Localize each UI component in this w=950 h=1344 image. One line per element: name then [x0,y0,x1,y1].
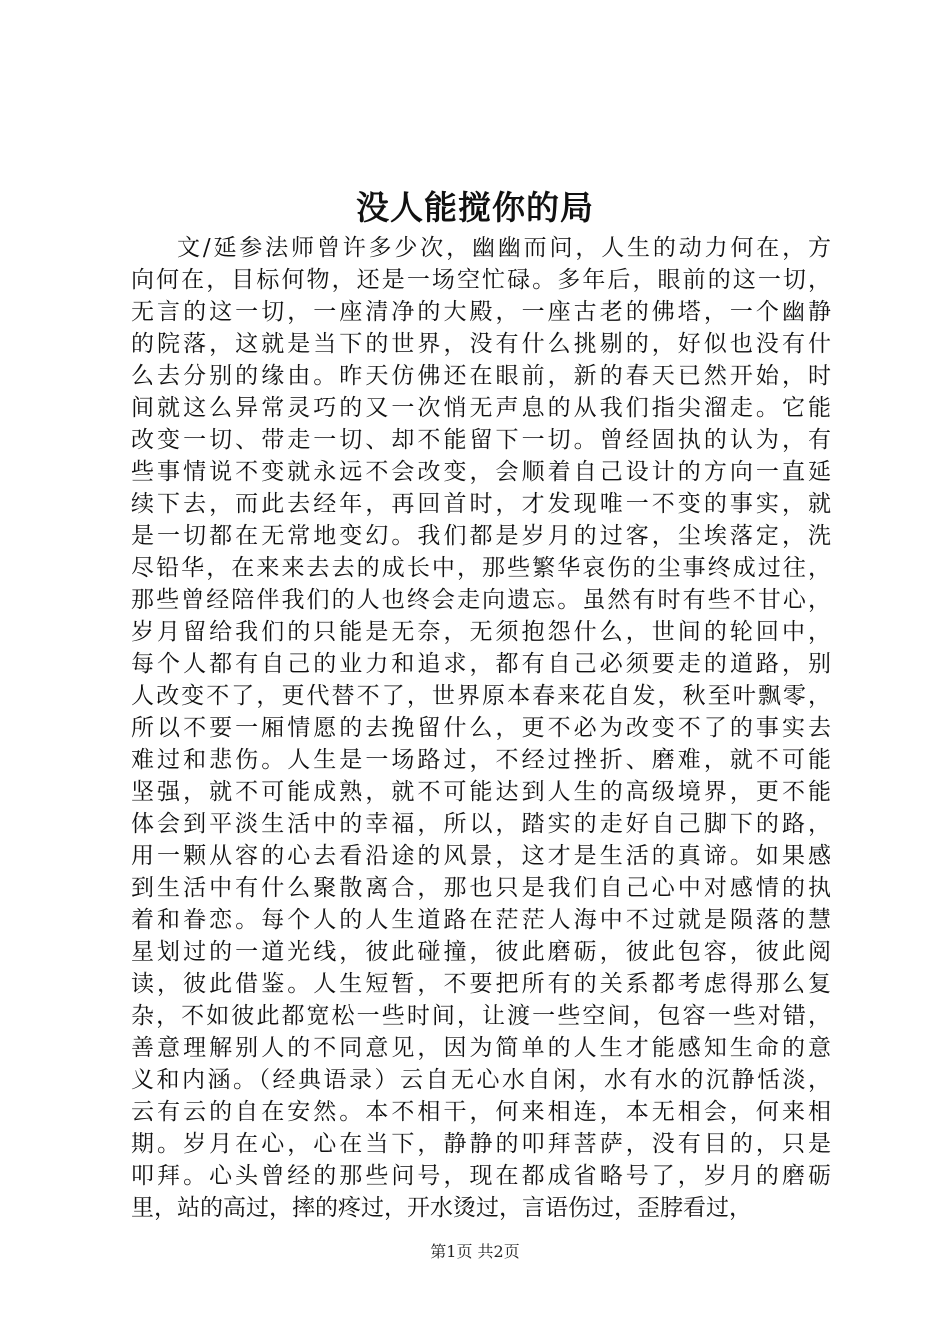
body-line: 么去分别的缘由。昨天仿佛还在眼前，新的春天已然开始，时 [131,363,831,389]
body-line: 所以不要一厢情愿的去挽留什么，更不必为改变不了的事实去 [131,715,831,741]
body-line: 每个人都有自己的业力和追求，都有自己必须要走的道路，别 [131,651,831,677]
body-line: 的院落，这就是当下的世界，没有什么挑剔的，好似也没有什 [131,331,831,357]
document-body [131,232,831,1224]
body-line: 难过和悲伤。人生是一场路过，不经过挫折、磨难，就不可能 [131,747,831,773]
body-line: 间就这么异常灵巧的又一次悄无声息的从我们指尖溜走。它能 [131,395,831,421]
body-line: 续下去，而此去经年，再回首时，才发现唯一不变的事实，就 [131,491,831,517]
body-line: 期。岁月在心，心在当下，静静的叩拜菩萨，没有目的，只是 [131,1131,831,1157]
body-line: 义和内涵。（经典语录）云自无心水自闲，水有水的沉静恬淡， [131,1067,831,1093]
body-line: 尽铅华，在来来去去的成长中，那些繁华哀伤的尘事终成过往， [131,555,831,581]
body-line: 用一颗从容的心去看沿途的风景，这才是生活的真谛。如果感 [131,843,831,869]
body-line: 善意理解别人的不同意见，因为简单的人生才能感知生命的意 [131,1035,831,1061]
body-line: 读，彼此借鉴。人生短暂，不要把所有的关系都考虑得那么复 [131,971,831,997]
body-line: 坚强，就不可能成熟，就不可能达到人生的高级境界，更不能 [131,779,831,805]
body-line: 叩拜。心头曾经的那些问号，现在都成省略号了，岁月的磨砺 [131,1163,831,1189]
body-line: 着和眷恋。每个人的人生道路在茫茫人海中不过就是陨落的慧 [131,907,831,933]
body-line: 向何在，目标何物，还是一场空忙碌。多年后，眼前的这一切， [131,267,831,293]
body-line: 星划过的一道光线，彼此碰撞，彼此磨砺，彼此包容，彼此阅 [131,939,831,965]
body-line: 文/延参法师曾许多少次，幽幽而问，人生的动力何在，方 [177,235,831,261]
page-number: 第1页 共2页 [430,1242,520,1261]
body-line: 改变一切、带走一切、却不能留下一切。曾经固执的认为，有 [131,427,831,453]
body-line: 些事情说不变就永远不会改变，会顺着自己设计的方向一直延 [131,459,831,485]
body-line: 杂，不如彼此都宽松一些时间，让渡一些空间，包容一些对错， [131,1003,831,1029]
body-line: 岁月留给我们的只能是无奈，无须抱怨什么，世间的轮回中， [131,619,831,645]
body-line: 是一切都在无常地变幻。我们都是岁月的过客，尘埃落定，洗 [131,523,831,549]
body-line: 到生活中有什么聚散离合，那也只是我们自己心中对感情的执 [131,875,831,901]
body-line: 里，站的高过，摔的疼过，开水烫过，言语伤过，歪脖看过， [131,1195,752,1221]
body-line: 无言的这一切，一座清净的大殿，一座古老的佛塔，一个幽静 [131,299,831,325]
body-line: 云有云的自在安然。本不相干，何来相连，本无相会，何来相 [131,1099,831,1125]
document-title: 没人能搅你的局 [356,188,594,227]
body-line: 人改变不了，更代替不了，世界原本春来花自发，秋至叶飘零， [131,683,831,709]
body-line: 体会到平淡生活中的幸福，所以，踏实的走好自己脚下的路， [131,811,831,837]
body-line: 那些曾经陪伴我们的人也终会走向遗忘。虽然有时有些不甘心， [131,587,831,613]
